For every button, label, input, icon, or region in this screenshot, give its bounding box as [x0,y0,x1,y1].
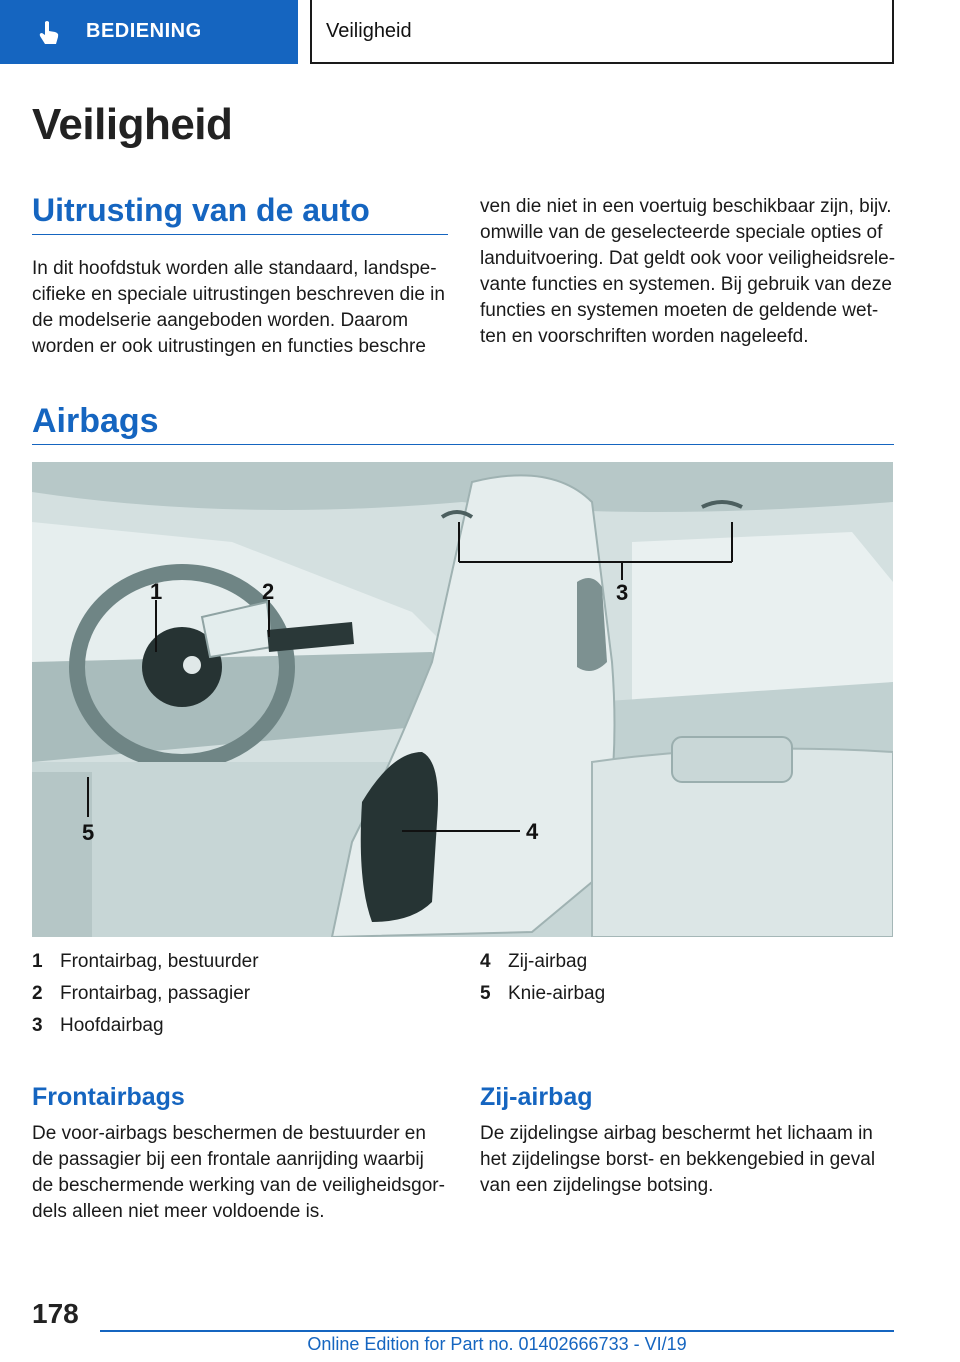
frontairbags-text: De voor-airbags beschermen de bestuurder en de passagier bij een frontale aanrijding waarbij de beschermende werking van de veiligheidsgordels alleen niet meer voldoende is. [32,1123,445,1222]
chapter-tab[interactable] [0,0,298,64]
breadcrumb [310,0,894,64]
chapter-tab-label: BEDIENING [86,20,202,42]
legend-label: Knie-airbag [508,983,606,1004]
legend-label: Frontairbag, bestuurder [60,951,259,972]
airbags-heading-rule [32,444,894,445]
section-heading-uitrusting: Uitrusting van de auto [32,192,370,228]
breadcrumb-label: Veiligheid [326,20,412,42]
legend-number: 5 [480,983,491,1004]
callout-3: 3 [616,580,629,605]
section-heading-zijairbag: Zij-airbag [480,1083,593,1111]
legend-left [32,946,448,1046]
heading-rule [32,234,448,235]
legend-right [480,946,896,1016]
uitrusting-text-left: In dit hoofdstuk worden alle standaard, landspecifieke en speciale uitrustingen beschreven die in de modelserie aangeboden worden. Daarom worden er ook uitrustingen en functies beschre [32,258,445,357]
legend-label: Zij-airbag [508,951,588,972]
legend-number: 3 [32,1015,43,1036]
legend-label: Hoofdairbag [60,1015,164,1036]
footer-rule [100,1330,894,1332]
legend-number: 4 [480,951,491,972]
legend-number: 1 [32,951,43,972]
legend-label: Frontairbag, passagier [60,983,251,1004]
uitrusting-text-right: ven die niet in een voertuig beschikbaar zijn, bijv. omwille van de geselecteerde speciale opties of landuitvoering. Dat geldt ook voor veiligheidsrelevante functies en systemen. Bij gebruik van deze functies en systemen moeten de geldende wetten en voorschriften worden nageleefd. [480,196,896,347]
zijairbag-text: De zijdelingse airbag beschermt het lichaam in het zijdelingse borst- en bekkengebied in geval van een zijdelingse botsing. [480,1123,876,1196]
section-heading-airbags: Airbags [32,402,159,440]
section-heading-frontairbags: Frontairbags [32,1083,185,1111]
footer-edition: Online Edition for Part no. 01402666733 - VI/19 [307,1334,687,1354]
airbag-illustration [32,462,893,937]
page-number: 178 [32,1298,79,1329]
hand-pointer-icon [34,18,64,48]
callout-1: 1 [150,579,163,604]
callout-2: 2 [262,579,275,604]
callout-4: 4 [526,819,539,844]
callout-5: 5 [82,820,95,845]
car-interior-drawing [32,462,893,937]
legend-number: 2 [32,983,43,1004]
page-title: Veiligheid [32,100,233,149]
